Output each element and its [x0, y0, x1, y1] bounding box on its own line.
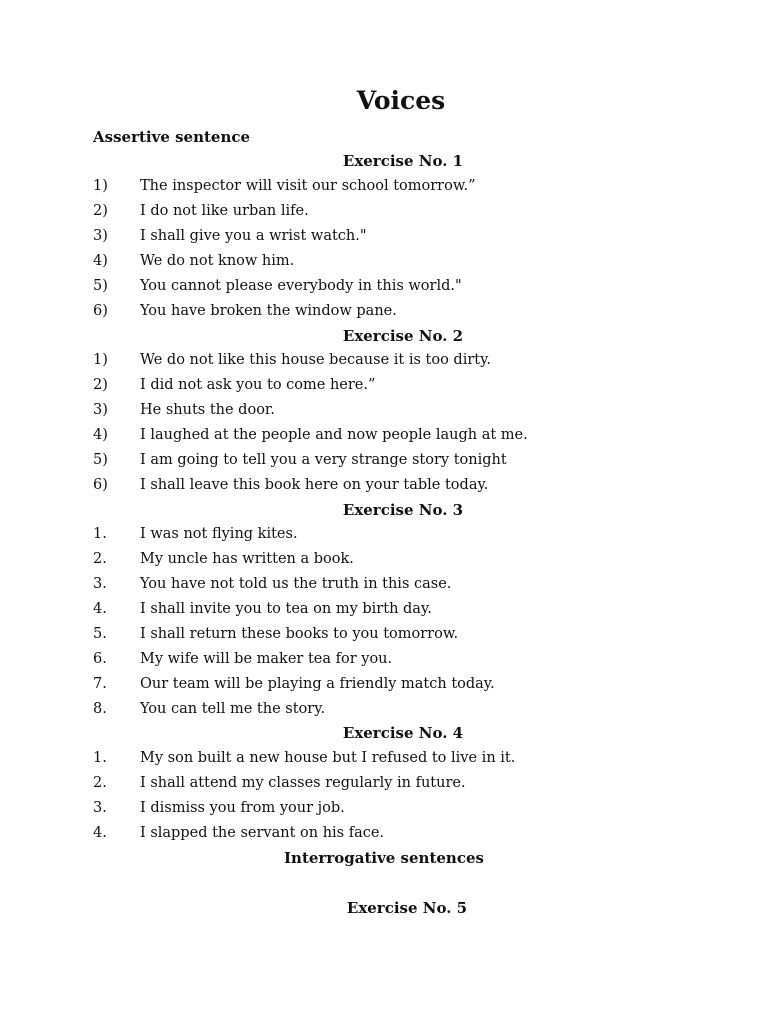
exercise-heading: Exercise No. 3 [342, 501, 464, 519]
item-text: I was not flying kites. [140, 526, 298, 542]
item-number: 2) [93, 377, 108, 393]
item-text: I dismiss you from your job. [140, 800, 345, 816]
item-text: We do not like this house because it is too dirty. [140, 352, 491, 368]
item-text: I am going to tell you a very strange story tonight [140, 452, 507, 468]
item-text: I laughed at the people and now people laugh at me. [140, 427, 528, 443]
section-heading-assertive: Assertive sentence [93, 128, 251, 146]
item-number: 6. [93, 651, 107, 667]
exercise-heading: Exercise No. 2 [342, 327, 464, 345]
section-heading-interrogative: Interrogative sentences [284, 849, 484, 867]
item-text: You have not told us the truth in this case. [140, 576, 452, 592]
item-text: I slapped the servant on his face. [140, 825, 385, 841]
item-number: 5. [93, 626, 107, 642]
item-number: 3) [93, 402, 108, 418]
item-text: You cannot please everybody in this world." [140, 278, 462, 294]
item-number: 5) [93, 452, 108, 468]
item-text: Our team will be playing a friendly match today. [140, 676, 495, 692]
item-number: 3. [93, 576, 107, 592]
exercise-heading: Exercise No. 5 [346, 899, 468, 917]
item-number: 3. [93, 800, 107, 816]
item-text: I shall give you a wrist watch." [140, 228, 367, 244]
item-number: 4. [93, 601, 107, 617]
exercise-heading: Exercise No. 1 [342, 152, 464, 170]
item-number: 6) [93, 303, 108, 319]
item-number: 2) [93, 203, 108, 219]
item-text: The inspector will visit our school tomorrow.” [140, 178, 476, 194]
item-number: 1) [93, 178, 108, 194]
item-number: 2. [93, 775, 107, 791]
item-text: I shall invite you to tea on my birth day. [140, 601, 432, 617]
item-number: 8. [93, 701, 107, 717]
item-number: 3) [93, 228, 108, 244]
item-text: You have broken the window pane. [140, 303, 397, 319]
item-number: 1. [93, 526, 107, 542]
item-number: 1. [93, 750, 107, 766]
item-number: 4) [93, 427, 108, 443]
page-title: Voices [356, 86, 446, 115]
item-text: I shall attend my classes regularly in future. [140, 775, 466, 791]
item-number: 7. [93, 676, 107, 692]
item-number: 6) [93, 477, 108, 493]
item-number: 4) [93, 253, 108, 269]
item-text: I do not like urban life. [140, 203, 309, 219]
exercise-heading: Exercise No. 4 [342, 724, 464, 742]
item-number: 4. [93, 825, 107, 841]
item-text: We do not know him. [140, 253, 295, 269]
item-number: 5) [93, 278, 108, 294]
item-text: I did not ask you to come here.” [140, 377, 376, 393]
item-number: 2. [93, 551, 107, 567]
item-text: He shuts the door. [140, 402, 275, 418]
item-text: You can tell me the story. [140, 701, 326, 717]
item-text: My wife will be maker tea for you. [140, 651, 393, 667]
item-text: My uncle has written a book. [140, 551, 354, 567]
item-text: I shall leave this book here on your table today. [140, 477, 489, 493]
item-text: My son built a new house but I refused to live in it. [140, 750, 516, 766]
item-number: 1) [93, 352, 108, 368]
item-text: I shall return these books to you tomorrow. [140, 626, 459, 642]
